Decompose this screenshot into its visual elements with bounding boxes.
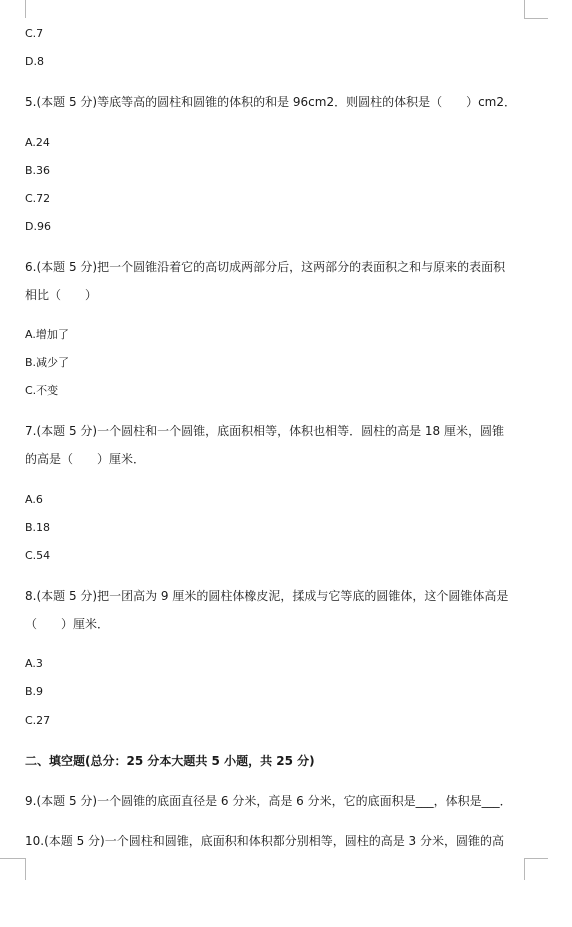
- option-text: A.6: [25, 493, 43, 506]
- option-text: B.18: [25, 521, 51, 534]
- option-text: A.24: [25, 136, 50, 149]
- crop-mark-top-left: [25, 0, 26, 18]
- option-text: D.8: [25, 55, 44, 68]
- crop-mark-top-right-h: [524, 18, 548, 19]
- crop-mark-bottom-left: [25, 858, 26, 880]
- option-text: C.72: [25, 192, 51, 205]
- option-text: A.3: [25, 657, 43, 670]
- crop-mark-bottom-right: [524, 858, 525, 880]
- section-heading: 二、填空题(总分：25 分本大题共 5 小题，共 25 分): [25, 754, 315, 768]
- question-stem: 8.(本题 5 分)把一团高为 9 厘米的圆柱体橡皮泥，揉成与它等底的圆锥体，这个圆锥体高是: [25, 589, 509, 603]
- option-text: C.不变: [25, 384, 59, 397]
- question-stem: 10.(本题 5 分)一个圆柱和圆锥，底面积和体积都分别相等，圆柱的高是 3 分米，圆锥的高: [25, 834, 504, 848]
- question-stem: 5.(本题 5 分)等底等高的圆柱和圆锥的体积的和是 96cm2．则圆柱的体积是（ ）cm2．: [25, 95, 517, 109]
- question-stem: 7.(本题 5 分)一个圆柱和一个圆锥，底面积相等，体积也相等．圆柱的高是 18 厘米，圆锥: [25, 424, 504, 438]
- question-stem: 9.(本题 5 分)一个圆锥的底面直径是 6 分米，高是 6 分米，它的底面积是___，体积是___．: [25, 794, 512, 808]
- question-stem: （ ）厘米．: [25, 617, 110, 631]
- option-text: C.7: [25, 27, 44, 40]
- question-stem: 的高是（ ）厘米．: [25, 452, 146, 466]
- option-text: C.27: [25, 714, 51, 727]
- crop-mark-top-right: [524, 0, 525, 18]
- crop-mark-bottom-left-h: [0, 858, 25, 859]
- option-text: D.96: [25, 220, 51, 233]
- question-stem: 相比（ ）: [25, 288, 98, 302]
- question-stem: 6.(本题 5 分)把一个圆锥沿着它的高切成两部分后，这两部分的表面积之和与原来的表面积: [25, 260, 506, 274]
- option-text: C.54: [25, 549, 51, 562]
- crop-mark-bottom-right-h: [524, 858, 548, 859]
- option-text: B.36: [25, 164, 51, 177]
- option-text: B.9: [25, 685, 44, 698]
- option-text: B.减少了: [25, 356, 70, 369]
- option-text: A.增加了: [25, 328, 69, 341]
